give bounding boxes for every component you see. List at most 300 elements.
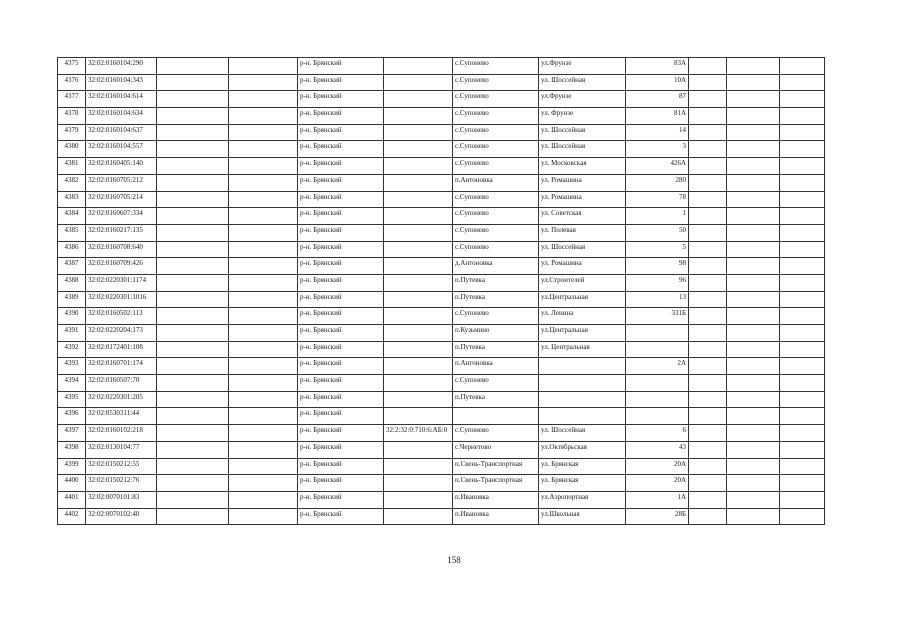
empty-cell xyxy=(157,425,229,442)
extra-number-cell xyxy=(384,358,453,375)
empty-cell xyxy=(229,158,298,175)
empty-cell xyxy=(780,325,825,342)
table-row xyxy=(58,508,825,525)
locality-cell: п.Ивановка xyxy=(453,508,539,525)
street-cell: ул. Брянская xyxy=(539,475,626,492)
empty-cell xyxy=(689,375,727,392)
empty-cell xyxy=(780,274,825,291)
locality-cell: п.Путевка xyxy=(453,274,539,291)
empty-cell xyxy=(689,341,727,358)
empty-cell xyxy=(157,141,229,158)
empty-cell xyxy=(689,58,727,75)
extra-number-cell xyxy=(384,308,453,325)
district-cell: р-н. Брянский xyxy=(298,508,384,525)
street-cell: ул. Центральная xyxy=(539,341,626,358)
cadastral-number-cell: 32:02:0160104:614 xyxy=(86,91,157,108)
row-number-cell: 4392 xyxy=(58,341,86,358)
locality-cell: п.Путевка xyxy=(453,341,539,358)
house-number-cell: 83А xyxy=(626,58,689,75)
table-row xyxy=(58,475,825,492)
empty-cell xyxy=(157,491,229,508)
table-row xyxy=(58,458,825,475)
house-number-cell: 1А xyxy=(626,491,689,508)
empty-cell xyxy=(229,58,298,75)
house-number-cell: 43 xyxy=(626,441,689,458)
empty-cell xyxy=(157,258,229,275)
empty-cell xyxy=(157,458,229,475)
empty-cell xyxy=(229,174,298,191)
street-cell: ул.Фрунзе xyxy=(539,58,626,75)
locality-cell: п.Антоновка xyxy=(453,358,539,375)
row-number-cell: 4386 xyxy=(58,241,86,258)
empty-cell xyxy=(727,391,780,408)
empty-cell xyxy=(689,458,727,475)
empty-cell xyxy=(727,291,780,308)
empty-cell xyxy=(157,208,229,225)
empty-cell xyxy=(229,491,298,508)
street-cell xyxy=(539,358,626,375)
empty-cell xyxy=(689,108,727,125)
house-number-cell xyxy=(626,375,689,392)
empty-cell xyxy=(780,108,825,125)
house-number-cell: 96 xyxy=(626,274,689,291)
locality-cell: с.Супонево xyxy=(453,58,539,75)
empty-cell xyxy=(157,124,229,141)
empty-cell xyxy=(780,308,825,325)
empty-cell xyxy=(727,141,780,158)
row-number-cell: 4379 xyxy=(58,124,86,141)
locality-cell: с.Супонево xyxy=(453,224,539,241)
empty-cell xyxy=(780,158,825,175)
property-register-table xyxy=(57,57,825,525)
empty-cell xyxy=(229,91,298,108)
district-cell: р-н. Брянский xyxy=(298,258,384,275)
row-number-cell: 4389 xyxy=(58,291,86,308)
street-cell: ул. Ромашина xyxy=(539,191,626,208)
locality-cell: с.Супонево xyxy=(453,208,539,225)
house-number-cell: 331Б xyxy=(626,308,689,325)
house-number-cell: 6 xyxy=(626,425,689,442)
cadastral-number-cell: 32:02:0530311:44 xyxy=(86,408,157,425)
district-cell: р-н. Брянский xyxy=(298,491,384,508)
district-cell: р-н. Брянский xyxy=(298,74,384,91)
table-row xyxy=(58,108,825,125)
table-row xyxy=(58,124,825,141)
cadastral-number-cell: 32:02:0160102:218 xyxy=(86,425,157,442)
extra-number-cell xyxy=(384,491,453,508)
table-row xyxy=(58,74,825,91)
street-cell xyxy=(539,375,626,392)
house-number-cell: 1 xyxy=(626,208,689,225)
district-cell: р-н. Брянский xyxy=(298,441,384,458)
house-number-cell: 13 xyxy=(626,291,689,308)
empty-cell xyxy=(689,241,727,258)
district-cell: р-н. Брянский xyxy=(298,124,384,141)
empty-cell xyxy=(780,291,825,308)
empty-cell xyxy=(689,158,727,175)
empty-cell xyxy=(689,174,727,191)
street-cell xyxy=(539,391,626,408)
page-number: 158 xyxy=(447,555,461,565)
table-row xyxy=(58,308,825,325)
district-cell: р-н. Брянский xyxy=(298,375,384,392)
table-row xyxy=(58,58,825,75)
empty-cell xyxy=(780,124,825,141)
empty-cell xyxy=(229,308,298,325)
empty-cell xyxy=(229,508,298,525)
table-row xyxy=(58,158,825,175)
locality-cell: с.Супонево xyxy=(453,241,539,258)
table-row xyxy=(58,358,825,375)
empty-cell xyxy=(229,325,298,342)
empty-cell xyxy=(780,441,825,458)
street-cell: ул. Ромашина xyxy=(539,174,626,191)
house-number-cell: 2А xyxy=(626,358,689,375)
district-cell: р-н. Брянский xyxy=(298,308,384,325)
row-number-cell: 4396 xyxy=(58,408,86,425)
empty-cell xyxy=(727,91,780,108)
empty-cell xyxy=(229,291,298,308)
locality-cell: с.Супонево xyxy=(453,375,539,392)
cadastral-number-cell: 32:02:0130104:77 xyxy=(86,441,157,458)
house-number-cell: 50 xyxy=(626,224,689,241)
cadastral-number-cell: 32:02:0160705:212 xyxy=(86,174,157,191)
cadastral-number-cell: 32:02:0160104:557 xyxy=(86,141,157,158)
cadastral-number-cell: 32:02:0160405:140 xyxy=(86,158,157,175)
empty-cell xyxy=(689,325,727,342)
cadastral-number-cell: 32:02:0160217:135 xyxy=(86,224,157,241)
empty-cell xyxy=(727,274,780,291)
empty-cell xyxy=(689,408,727,425)
extra-number-cell xyxy=(384,208,453,225)
row-number-cell: 4384 xyxy=(58,208,86,225)
table-row xyxy=(58,174,825,191)
cadastral-number-cell: 32:02:0160705:214 xyxy=(86,191,157,208)
street-cell: ул. Шоссейная xyxy=(539,425,626,442)
extra-number-cell xyxy=(384,325,453,342)
locality-cell: с.Супонево xyxy=(453,108,539,125)
empty-cell xyxy=(689,191,727,208)
district-cell: р-н. Брянский xyxy=(298,158,384,175)
empty-cell xyxy=(157,74,229,91)
extra-number-cell xyxy=(384,58,453,75)
empty-cell xyxy=(157,308,229,325)
locality-cell: с.Чернетово xyxy=(453,441,539,458)
cadastral-number-cell: 32:02:0160104:637 xyxy=(86,124,157,141)
row-number-cell: 4385 xyxy=(58,224,86,241)
empty-cell xyxy=(157,358,229,375)
district-cell: р-н. Брянский xyxy=(298,174,384,191)
house-number-cell xyxy=(626,325,689,342)
empty-cell xyxy=(689,124,727,141)
empty-cell xyxy=(157,375,229,392)
district-cell: р-н. Брянский xyxy=(298,208,384,225)
empty-cell xyxy=(689,74,727,91)
cadastral-number-cell: 32:02:0160507:70 xyxy=(86,375,157,392)
empty-cell xyxy=(780,208,825,225)
house-number-cell xyxy=(626,391,689,408)
empty-cell xyxy=(689,308,727,325)
extra-number-cell xyxy=(384,158,453,175)
extra-number-cell xyxy=(384,408,453,425)
empty-cell xyxy=(727,491,780,508)
house-number-cell xyxy=(626,408,689,425)
district-cell: р-н. Брянский xyxy=(298,391,384,408)
empty-cell xyxy=(780,141,825,158)
row-number-cell: 4394 xyxy=(58,375,86,392)
empty-cell xyxy=(689,508,727,525)
empty-cell xyxy=(229,441,298,458)
locality-cell: с.Супонево xyxy=(453,91,539,108)
empty-cell xyxy=(157,241,229,258)
cadastral-number-cell: 32:02:0150212:76 xyxy=(86,475,157,492)
table-row xyxy=(58,191,825,208)
empty-cell xyxy=(157,108,229,125)
table-row xyxy=(58,241,825,258)
empty-cell xyxy=(780,58,825,75)
empty-cell xyxy=(727,458,780,475)
empty-cell xyxy=(689,358,727,375)
extra-number-cell xyxy=(384,291,453,308)
row-number-cell: 4378 xyxy=(58,108,86,125)
table-row xyxy=(58,291,825,308)
district-cell: р-н. Брянский xyxy=(298,274,384,291)
empty-cell xyxy=(157,224,229,241)
cadastral-number-cell: 32:02:0070102:40 xyxy=(86,508,157,525)
extra-number-cell xyxy=(384,191,453,208)
empty-cell xyxy=(157,158,229,175)
empty-cell xyxy=(727,258,780,275)
cadastral-number-cell: 32:02:0160607:334 xyxy=(86,208,157,225)
house-number-cell xyxy=(626,341,689,358)
empty-cell xyxy=(689,91,727,108)
table-row xyxy=(58,91,825,108)
house-number-cell: 20А xyxy=(626,475,689,492)
street-cell: ул.Центральная xyxy=(539,291,626,308)
table-row xyxy=(58,375,825,392)
extra-number-cell xyxy=(384,508,453,525)
empty-cell xyxy=(157,508,229,525)
empty-cell xyxy=(780,241,825,258)
extra-number-cell xyxy=(384,458,453,475)
street-cell: ул.Фрунзе xyxy=(539,91,626,108)
empty-cell xyxy=(727,425,780,442)
empty-cell xyxy=(727,241,780,258)
house-number-cell: 3 xyxy=(626,141,689,158)
extra-number-cell xyxy=(384,241,453,258)
empty-cell xyxy=(229,108,298,125)
empty-cell xyxy=(157,475,229,492)
empty-cell xyxy=(689,274,727,291)
empty-cell xyxy=(780,475,825,492)
empty-cell xyxy=(157,325,229,342)
row-number-cell: 4383 xyxy=(58,191,86,208)
empty-cell xyxy=(780,91,825,108)
empty-cell xyxy=(780,408,825,425)
table-row xyxy=(58,391,825,408)
extra-number-cell xyxy=(384,258,453,275)
district-cell: р-н. Брянский xyxy=(298,458,384,475)
row-number-cell: 4399 xyxy=(58,458,86,475)
empty-cell xyxy=(780,174,825,191)
empty-cell xyxy=(727,475,780,492)
row-number-cell: 4375 xyxy=(58,58,86,75)
empty-cell xyxy=(229,408,298,425)
empty-cell xyxy=(229,208,298,225)
locality-cell: п.Кузьмино xyxy=(453,325,539,342)
empty-cell xyxy=(157,291,229,308)
extra-number-cell xyxy=(384,441,453,458)
empty-cell xyxy=(780,74,825,91)
row-number-cell: 4381 xyxy=(58,158,86,175)
locality-cell: с.Супонево xyxy=(453,425,539,442)
empty-cell xyxy=(727,441,780,458)
row-number-cell: 4402 xyxy=(58,508,86,525)
row-number-cell: 4397 xyxy=(58,425,86,442)
street-cell: ул.Аэропортная xyxy=(539,491,626,508)
extra-number-cell xyxy=(384,224,453,241)
empty-cell xyxy=(157,191,229,208)
locality-cell: с.Супонево xyxy=(453,158,539,175)
locality-cell: п.Путевка xyxy=(453,291,539,308)
street-cell: ул.Центральная xyxy=(539,325,626,342)
extra-number-cell xyxy=(384,341,453,358)
cadastral-number-cell: 32:02:0220301:1016 xyxy=(86,291,157,308)
locality-cell: п.Свень-Транспортная xyxy=(453,475,539,492)
empty-cell xyxy=(727,308,780,325)
street-cell: ул. Полевая xyxy=(539,224,626,241)
table-row xyxy=(58,341,825,358)
empty-cell xyxy=(780,391,825,408)
street-cell: ул. Ленина xyxy=(539,308,626,325)
empty-cell xyxy=(727,325,780,342)
empty-cell xyxy=(780,191,825,208)
table-row xyxy=(58,224,825,241)
empty-cell xyxy=(229,425,298,442)
table-row xyxy=(58,491,825,508)
locality-cell xyxy=(453,408,539,425)
cadastral-number-cell: 32:02:0220301:205 xyxy=(86,391,157,408)
locality-cell: с.Супонево xyxy=(453,191,539,208)
district-cell: р-н. Брянский xyxy=(298,358,384,375)
empty-cell xyxy=(229,258,298,275)
table-body xyxy=(58,58,825,525)
empty-cell xyxy=(229,358,298,375)
empty-cell xyxy=(157,441,229,458)
empty-cell xyxy=(780,375,825,392)
empty-cell xyxy=(229,124,298,141)
empty-cell xyxy=(229,191,298,208)
empty-cell xyxy=(727,341,780,358)
locality-cell: с.Супонево xyxy=(453,141,539,158)
district-cell: р-н. Брянский xyxy=(298,475,384,492)
row-number-cell: 4388 xyxy=(58,274,86,291)
street-cell: ул. Шоссейная xyxy=(539,124,626,141)
cadastral-number-cell: 32:02:0160708:640 xyxy=(86,241,157,258)
row-number-cell: 4377 xyxy=(58,91,86,108)
table-row xyxy=(58,441,825,458)
locality-cell: п.Антоновка xyxy=(453,174,539,191)
cadastral-number-cell: 32:02:0160709:426 xyxy=(86,258,157,275)
row-number-cell: 4382 xyxy=(58,174,86,191)
row-number-cell: 4387 xyxy=(58,258,86,275)
empty-cell xyxy=(689,258,727,275)
extra-number-cell xyxy=(384,108,453,125)
empty-cell xyxy=(727,208,780,225)
house-number-cell: 28Б xyxy=(626,508,689,525)
empty-cell xyxy=(780,491,825,508)
street-cell: ул.Октябрьская xyxy=(539,441,626,458)
empty-cell xyxy=(689,291,727,308)
extra-number-cell xyxy=(384,74,453,91)
street-cell: ул. Шоссейная xyxy=(539,74,626,91)
empty-cell xyxy=(780,258,825,275)
empty-cell xyxy=(689,441,727,458)
empty-cell xyxy=(780,341,825,358)
extra-number-cell xyxy=(384,375,453,392)
district-cell: р-н. Брянский xyxy=(298,291,384,308)
district-cell: р-н. Брянский xyxy=(298,141,384,158)
street-cell: ул. Московская xyxy=(539,158,626,175)
empty-cell xyxy=(780,358,825,375)
table-row xyxy=(58,425,825,442)
row-number-cell: 4401 xyxy=(58,491,86,508)
table-row xyxy=(58,408,825,425)
empty-cell xyxy=(157,341,229,358)
cadastral-number-cell: 32:02:0160104:634 xyxy=(86,108,157,125)
district-cell: р-н. Брянский xyxy=(298,91,384,108)
cadastral-number-cell: 32:02:0160502:113 xyxy=(86,308,157,325)
extra-number-cell xyxy=(384,391,453,408)
district-cell: р-н. Брянский xyxy=(298,408,384,425)
empty-cell xyxy=(689,491,727,508)
row-number-cell: 4380 xyxy=(58,141,86,158)
empty-cell xyxy=(727,124,780,141)
house-number-cell: 20А xyxy=(626,458,689,475)
extra-number-cell xyxy=(384,174,453,191)
extra-number-cell xyxy=(384,274,453,291)
empty-cell xyxy=(157,274,229,291)
empty-cell xyxy=(229,391,298,408)
table-row xyxy=(58,208,825,225)
empty-cell xyxy=(727,58,780,75)
district-cell: р-н. Брянский xyxy=(298,58,384,75)
extra-number-cell xyxy=(384,141,453,158)
district-cell: р-н. Брянский xyxy=(298,108,384,125)
empty-cell xyxy=(229,458,298,475)
district-cell: р-н. Брянский xyxy=(298,191,384,208)
empty-cell xyxy=(727,158,780,175)
extra-number-cell xyxy=(384,124,453,141)
empty-cell xyxy=(689,224,727,241)
street-cell xyxy=(539,408,626,425)
empty-cell xyxy=(229,74,298,91)
cadastral-number-cell: 32:02:0160701:174 xyxy=(86,358,157,375)
house-number-cell: 78 xyxy=(626,191,689,208)
district-cell: р-н. Брянский xyxy=(298,325,384,342)
empty-cell xyxy=(727,224,780,241)
house-number-cell: 10А xyxy=(626,74,689,91)
cadastral-number-cell: 32:02:0172401:108 xyxy=(86,341,157,358)
district-cell: р-н. Брянский xyxy=(298,425,384,442)
street-cell: ул. Фрунзе xyxy=(539,108,626,125)
district-cell: р-н. Брянский xyxy=(298,341,384,358)
empty-cell xyxy=(689,141,727,158)
locality-cell: п.Путевка xyxy=(453,391,539,408)
house-number-cell: 5 xyxy=(626,241,689,258)
empty-cell xyxy=(727,375,780,392)
empty-cell xyxy=(157,391,229,408)
